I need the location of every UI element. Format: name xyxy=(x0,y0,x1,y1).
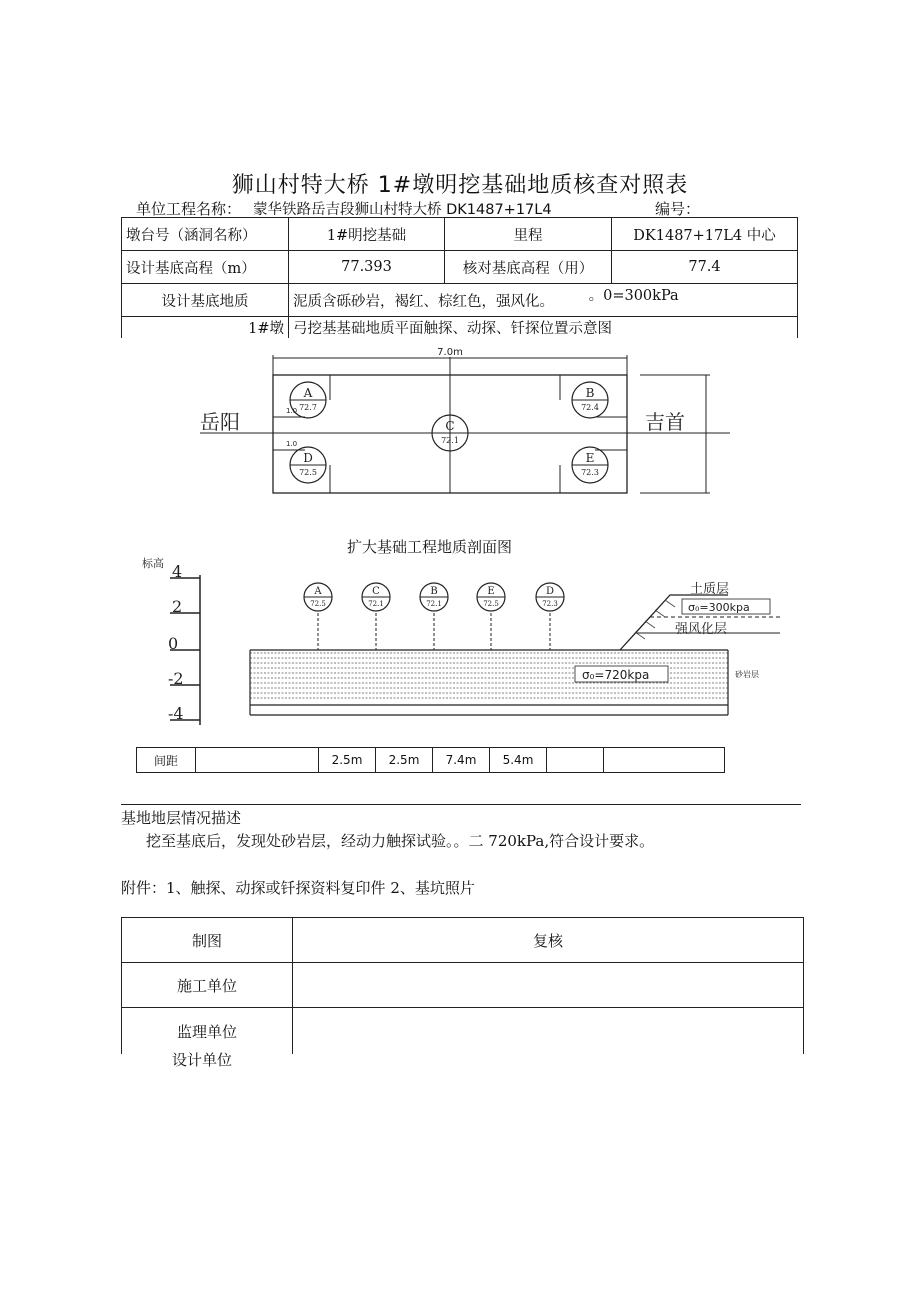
pier-value: 1#明挖基础 xyxy=(289,218,445,251)
unit-value: 蒙华铁路岳吉段狮山村特大桥 DK1487+17L4 xyxy=(253,202,552,218)
y-tick-3: -2 xyxy=(168,669,184,688)
sigma-top: σ₀=300kpa xyxy=(688,601,750,614)
spacing-cell: 5.4m xyxy=(490,748,547,773)
desc-text: 挖至基底后，发现处砂岩层，经动力触探试验。。二 720kPa,符合设计要求。 xyxy=(146,832,655,850)
spacing-cell xyxy=(196,748,319,773)
plan-caption: 弓挖基基础地质平面触探、动探、钎探位置示意图 xyxy=(289,317,798,339)
section-point-e xyxy=(477,583,505,650)
check-elev-value: 77.4 xyxy=(612,251,798,284)
sec-b-val: 72.1 xyxy=(426,600,442,608)
y-tick-4: -4 xyxy=(168,704,184,723)
table-row xyxy=(137,748,725,773)
spacing-bar xyxy=(136,747,725,773)
rock-label: 砂岩层 xyxy=(735,670,759,679)
weather-label: 强风化层 xyxy=(675,622,728,637)
geology-cell xyxy=(289,284,798,317)
divider xyxy=(121,804,801,805)
design-unit-label: 设计单位 xyxy=(172,1051,233,1069)
table-row xyxy=(122,317,798,339)
mileage-value: DK1487+17L4 中心 xyxy=(612,218,798,251)
pier-label: 墩台号（涵洞名称） xyxy=(122,218,289,251)
mileage-label: 里程 xyxy=(445,218,612,251)
y-axis-title: 标高 xyxy=(142,557,164,570)
sec-a-val: 72.5 xyxy=(310,600,326,608)
attachment-note: 附件：1、触探、动探或钎探资料复印件 2、基坑照片 xyxy=(121,879,475,897)
probe-point-d xyxy=(290,447,326,483)
y-tick-0: 4 xyxy=(172,562,183,581)
sec-e-val: 72.5 xyxy=(483,600,499,608)
point-a-id: A xyxy=(303,386,313,400)
plan-dim-1: 1.0 xyxy=(286,407,298,415)
y-tick-1: 2 xyxy=(172,597,183,616)
plan-right-label: 吉首 xyxy=(645,410,685,434)
table-row xyxy=(122,1008,804,1055)
plan-dim-2: 1.0 xyxy=(286,440,298,448)
unit-label: 单位工程名称： xyxy=(136,200,242,218)
point-d-val: 72.5 xyxy=(299,468,317,477)
sec-c-val: 72.1 xyxy=(368,600,384,608)
probe-point-a xyxy=(290,382,326,418)
review-label: 复核 xyxy=(293,918,804,963)
point-c-val: 72.1 xyxy=(441,436,459,445)
sec-d-val: 72.3 xyxy=(542,600,558,608)
plan-dim-top: 7.0m xyxy=(437,347,463,358)
section-caption: 扩大基础工程地质剖面图 xyxy=(347,538,513,556)
sign-table xyxy=(121,917,804,1054)
table-row xyxy=(122,284,798,317)
spacing-label: 间距 xyxy=(137,748,196,773)
design-elev-value: 77.393 xyxy=(289,251,445,284)
point-e-val: 72.3 xyxy=(581,468,599,477)
point-b-val: 72.4 xyxy=(581,403,599,412)
sec-d-id: D xyxy=(545,586,555,597)
supervision-unit-value xyxy=(293,1008,804,1055)
code-label: 编号： xyxy=(655,200,701,218)
construction-unit-value xyxy=(293,963,804,1008)
table-row xyxy=(122,218,798,251)
sec-e-id: E xyxy=(487,586,495,597)
info-table xyxy=(121,217,798,338)
geology-desc: 泥质含砾砂岩，褐红、棕红色，强风化。 xyxy=(293,293,554,310)
sec-a-id: A xyxy=(314,586,322,597)
section-point-a xyxy=(304,583,332,650)
probe-point-b xyxy=(572,382,608,418)
spacing-cell: 2.5m xyxy=(319,748,376,773)
table-row xyxy=(122,918,804,963)
supervision-unit-label: 监理单位 xyxy=(122,1008,293,1055)
page-title: 狮山村特大桥 1#墩明挖基础地质核查对照表 xyxy=(231,173,689,198)
plan-left-label: 岳阳 xyxy=(200,410,240,434)
drawing-label: 制图 xyxy=(122,918,293,963)
spacing-cell xyxy=(604,748,725,773)
check-elev-label: 核对基底高程（用） xyxy=(445,251,612,284)
section-point-b xyxy=(420,583,448,650)
section-diagram xyxy=(130,555,790,735)
bearing-value: 。0=300kPa xyxy=(588,287,679,304)
point-d-id: D xyxy=(303,451,313,465)
sec-b-id: B xyxy=(430,586,438,597)
construction-unit-label: 施工单位 xyxy=(122,963,293,1008)
spacing-cell xyxy=(547,748,604,773)
top-soil-label: 土质层 xyxy=(690,582,730,597)
probe-point-e xyxy=(572,447,608,483)
sec-c-id: C xyxy=(372,586,380,597)
spacing-cell: 7.4m xyxy=(433,748,490,773)
point-c-id: C xyxy=(445,419,455,433)
table-row xyxy=(122,963,804,1008)
y-tick-2: 0 xyxy=(168,634,179,653)
desc-title: 基地地层情况描述 xyxy=(121,809,242,827)
table-row xyxy=(122,251,798,284)
design-elev-label: 设计基底高程（m） xyxy=(122,251,289,284)
point-e-id: E xyxy=(585,451,595,465)
pier-no: 1#墩 xyxy=(122,317,289,339)
section-point-d xyxy=(536,583,564,650)
geology-label: 设计基底地质 xyxy=(122,284,289,317)
sigma-bottom: σ₀=720kpa xyxy=(582,668,650,682)
section-point-c xyxy=(362,583,390,650)
plan-diagram xyxy=(190,345,750,510)
spacing-cell: 2.5m xyxy=(376,748,433,773)
point-b-id: B xyxy=(585,386,595,400)
point-a-val: 72.7 xyxy=(299,403,317,412)
